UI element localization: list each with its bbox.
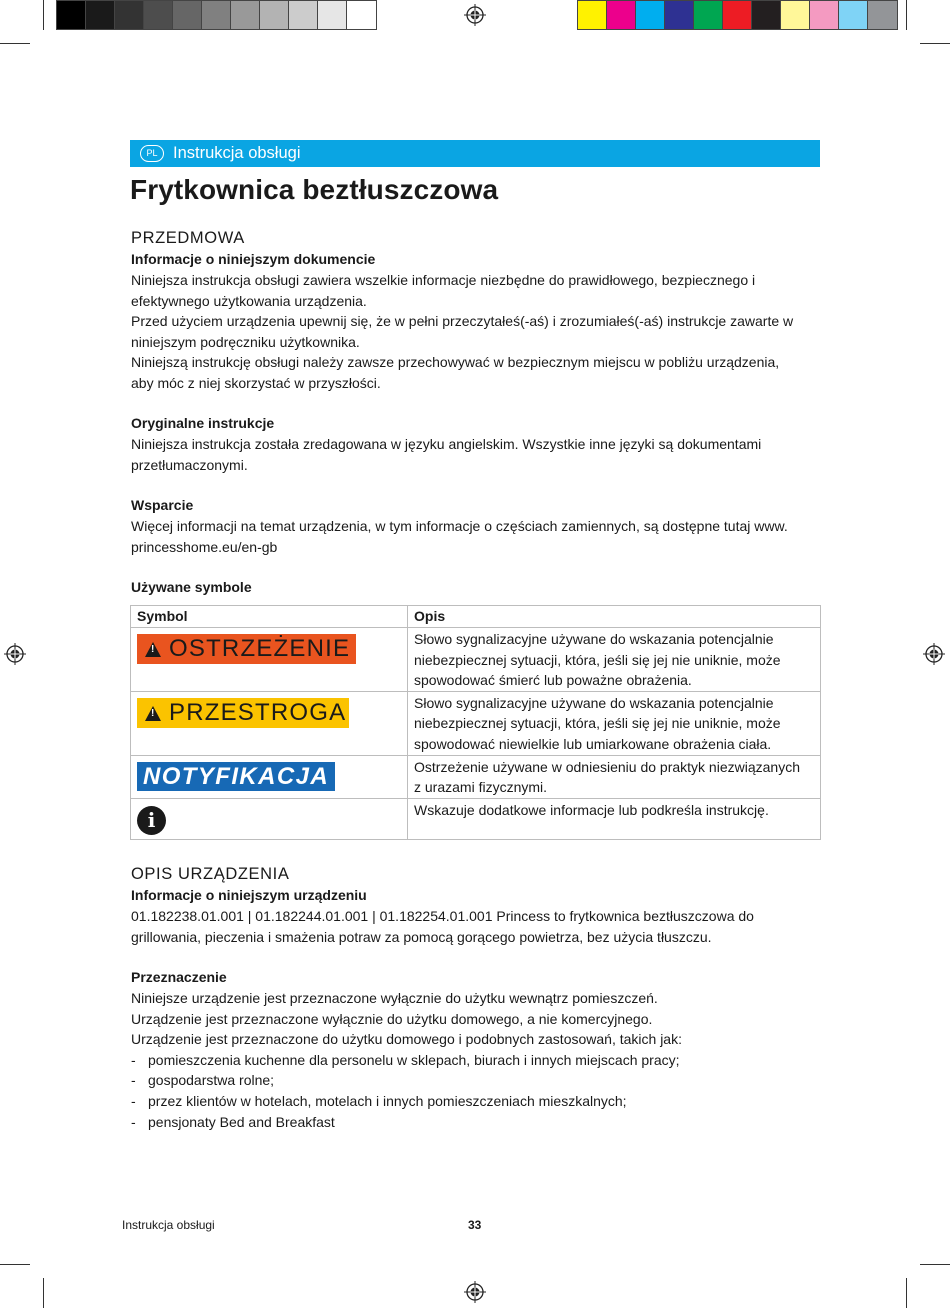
list-item	[131, 1112, 821, 1133]
table-header-row	[131, 606, 821, 628]
crop-mark	[920, 43, 950, 44]
crop-mark	[43, 1278, 44, 1308]
text-line: przetłumaczonymi.	[131, 456, 248, 473]
subheading-purpose: Przeznaczenie	[131, 969, 227, 985]
color-swatch	[694, 1, 723, 29]
list-item-text: gospodarstwa rolne;	[148, 1072, 275, 1089]
color-swatch	[839, 1, 868, 29]
registration-mark-icon	[464, 4, 486, 26]
text-line: Słowo sygnalizacyjne używane do wskazania potencjalnie	[414, 631, 774, 647]
color-swatch	[202, 1, 231, 29]
page-number: 33	[468, 1218, 482, 1232]
crop-mark	[920, 1264, 950, 1265]
subheading-symbols: Używane symbole	[131, 579, 252, 595]
symbols-table	[130, 605, 821, 840]
subheading-about-document: Informacje o niniejszym dokumencie	[131, 251, 376, 267]
bullet-dash: -	[131, 1051, 136, 1068]
color-swatch	[752, 1, 781, 29]
table-row	[131, 628, 821, 692]
warning-triangle-icon	[145, 706, 161, 721]
signal-word: PRZESTROGA	[169, 698, 347, 726]
crop-mark	[906, 1278, 907, 1308]
color-swatch	[231, 1, 260, 29]
color-swatch	[144, 1, 173, 29]
color-swatch	[173, 1, 202, 29]
signal-word: OSTRZEŻENIE	[169, 635, 351, 662]
description-cell	[408, 798, 821, 839]
text-line: 01.182238.01.001 | 01.182244.01.001 | 01.182254.01.001 Princess to frytkownica beztłuszczowa do	[131, 908, 754, 924]
crop-mark	[43, 0, 44, 30]
info-icon: i	[137, 806, 166, 835]
symbol-cell	[131, 628, 408, 692]
paragraph-about-document	[131, 270, 821, 394]
footer-label: Instrukcja obsługi	[122, 1218, 215, 1232]
subheading-about-device: Informacje o niniejszym urządzeniu	[131, 887, 367, 903]
registration-mark-icon	[464, 1281, 486, 1303]
color-bar	[577, 0, 898, 30]
crop-mark	[0, 1264, 30, 1265]
text-line: Przed użyciem urządzenia upewnij się, że w pełni przeczytałeś(-aś) i zrozumiałeś(-aś) instrukcje zawarte w	[131, 313, 794, 330]
table-row	[131, 691, 821, 755]
bullet-dash: -	[131, 1072, 136, 1089]
color-swatch	[723, 1, 752, 29]
text-line: niniejszym podręczniku użytkownika.	[131, 333, 360, 350]
color-swatch	[781, 1, 810, 29]
color-swatch	[289, 1, 318, 29]
text-line: grillowania, pieczenia i smażenia potraw za pomocą gorącego powietrza, bez użycia tłuszczu.	[131, 928, 712, 945]
color-swatch	[57, 1, 86, 29]
text-line: Więcej informacji na temat urządzenia, w tym informacje o częściach zamiennych, są dostępne tutaj www.	[131, 518, 788, 534]
color-swatch	[636, 1, 665, 29]
list-item-text: pomieszczenia kuchenne dla personelu w sklepach, biurach i innych miejscach pracy;	[148, 1051, 680, 1068]
symbol-cell	[131, 798, 408, 839]
table-row	[131, 755, 821, 798]
symbol-cell	[131, 755, 408, 798]
color-swatch	[347, 1, 376, 29]
color-swatch	[86, 1, 115, 29]
color-swatch	[607, 1, 636, 29]
subheading-support: Wsparcie	[131, 497, 194, 513]
crop-mark	[906, 0, 907, 30]
registration-mark-icon	[923, 643, 945, 665]
header-band	[130, 140, 820, 167]
text-line: spowodować śmierć lub poważne obrażenia.	[414, 672, 692, 689]
color-swatch	[578, 1, 607, 29]
symbol-cell	[131, 691, 408, 755]
warning-signal-label	[137, 634, 356, 664]
header-title: Instrukcja obsługi	[173, 144, 301, 162]
color-swatch	[868, 1, 897, 29]
bullet-dash: -	[131, 1113, 136, 1130]
paragraph-purpose	[131, 988, 821, 1132]
text-line: niebezpiecznej sytuacji, która, jeśli się jej nie uniknie, może	[414, 715, 781, 732]
text-line: Ostrzeżenie używane w odniesieniu do praktyk niezwiązanych	[414, 758, 800, 775]
section-heading-description: OPIS URZĄDZENIA	[131, 865, 290, 883]
text-line: princesshome.eu/en-gb	[131, 538, 278, 555]
subheading-original-instructions: Oryginalne instrukcje	[131, 415, 275, 431]
text-line: niebezpiecznej sytuacji, która, jeśli się jej nie uniknie, może	[414, 651, 781, 668]
paragraph-about-device	[131, 906, 821, 947]
text-line: Urządzenie jest przeznaczone wyłącznie do użytku domowego, a nie komercyjnego.	[131, 1010, 653, 1027]
notice-signal-label: NOTYFIKACJA	[137, 762, 335, 791]
table-row	[131, 798, 821, 839]
description-cell	[408, 691, 821, 755]
page-title: Frytkownica beztłuszczowa	[130, 174, 499, 205]
caution-signal-label	[137, 698, 349, 728]
warning-triangle-icon	[145, 642, 161, 657]
language-badge: PL	[140, 145, 164, 162]
bullet-dash: -	[131, 1092, 136, 1109]
color-swatch	[810, 1, 839, 29]
text-line: Urządzenie jest przeznaczone do użytku domowego i podobnych zastosowań, takich jak:	[131, 1031, 682, 1048]
text-line: Niniejszą instrukcję obsługi należy zawsze przechowywać w bezpiecznym miejscu w pobliżu urządzenia,	[131, 354, 780, 371]
color-swatch	[260, 1, 289, 29]
list-item	[131, 1050, 821, 1071]
text-line: z urazami fizycznymi.	[414, 779, 548, 796]
paragraph-original-instructions	[131, 434, 821, 475]
text-line: Niniejsze urządzenie jest przeznaczone wyłącznie do użytku wewnątrz pomieszczeń.	[131, 990, 658, 1006]
text-line: Niniejsza instrukcja obsługi zawiera wszelkie informacje niezbędne do prawidłowego, bezpiecznego i	[131, 272, 756, 288]
text-line: Wskazuje dodatkowe informacje lub podkreśla instrukcję.	[414, 801, 769, 818]
list-item	[131, 1070, 821, 1091]
color-swatch	[318, 1, 347, 29]
description-cell	[408, 628, 821, 692]
registration-mark-icon	[4, 643, 26, 665]
list-item	[131, 1091, 821, 1112]
color-swatch	[115, 1, 144, 29]
list-item-text: przez klientów w hotelach, motelach i innych pomieszczeniach mieszkalnych;	[148, 1092, 627, 1109]
text-line: Niniejsza instrukcja została zredagowana w języku angielskim. Wszystkie inne języki są dokumentami	[131, 436, 762, 452]
text-line: spowodować niewielkie lub umiarkowane obrażenia ciała.	[414, 735, 772, 752]
paragraph-support	[131, 516, 821, 557]
text-line: Słowo sygnalizacyjne używane do wskazania potencjalnie	[414, 694, 774, 711]
text-line: efektywnego użytkowania urządzenia.	[131, 292, 367, 309]
section-heading-preface: PRZEDMOWA	[131, 229, 245, 247]
text-line: aby móc z niej skorzystać w przyszłości.	[131, 374, 381, 391]
color-swatch	[665, 1, 694, 29]
list-item-text: pensjonaty Bed and Breakfast	[148, 1113, 335, 1130]
grayscale-bar	[56, 0, 377, 30]
column-header-symbol: Symbol	[131, 606, 408, 628]
column-header-description: Opis	[408, 606, 821, 628]
crop-mark	[0, 43, 30, 44]
description-cell	[408, 755, 821, 798]
